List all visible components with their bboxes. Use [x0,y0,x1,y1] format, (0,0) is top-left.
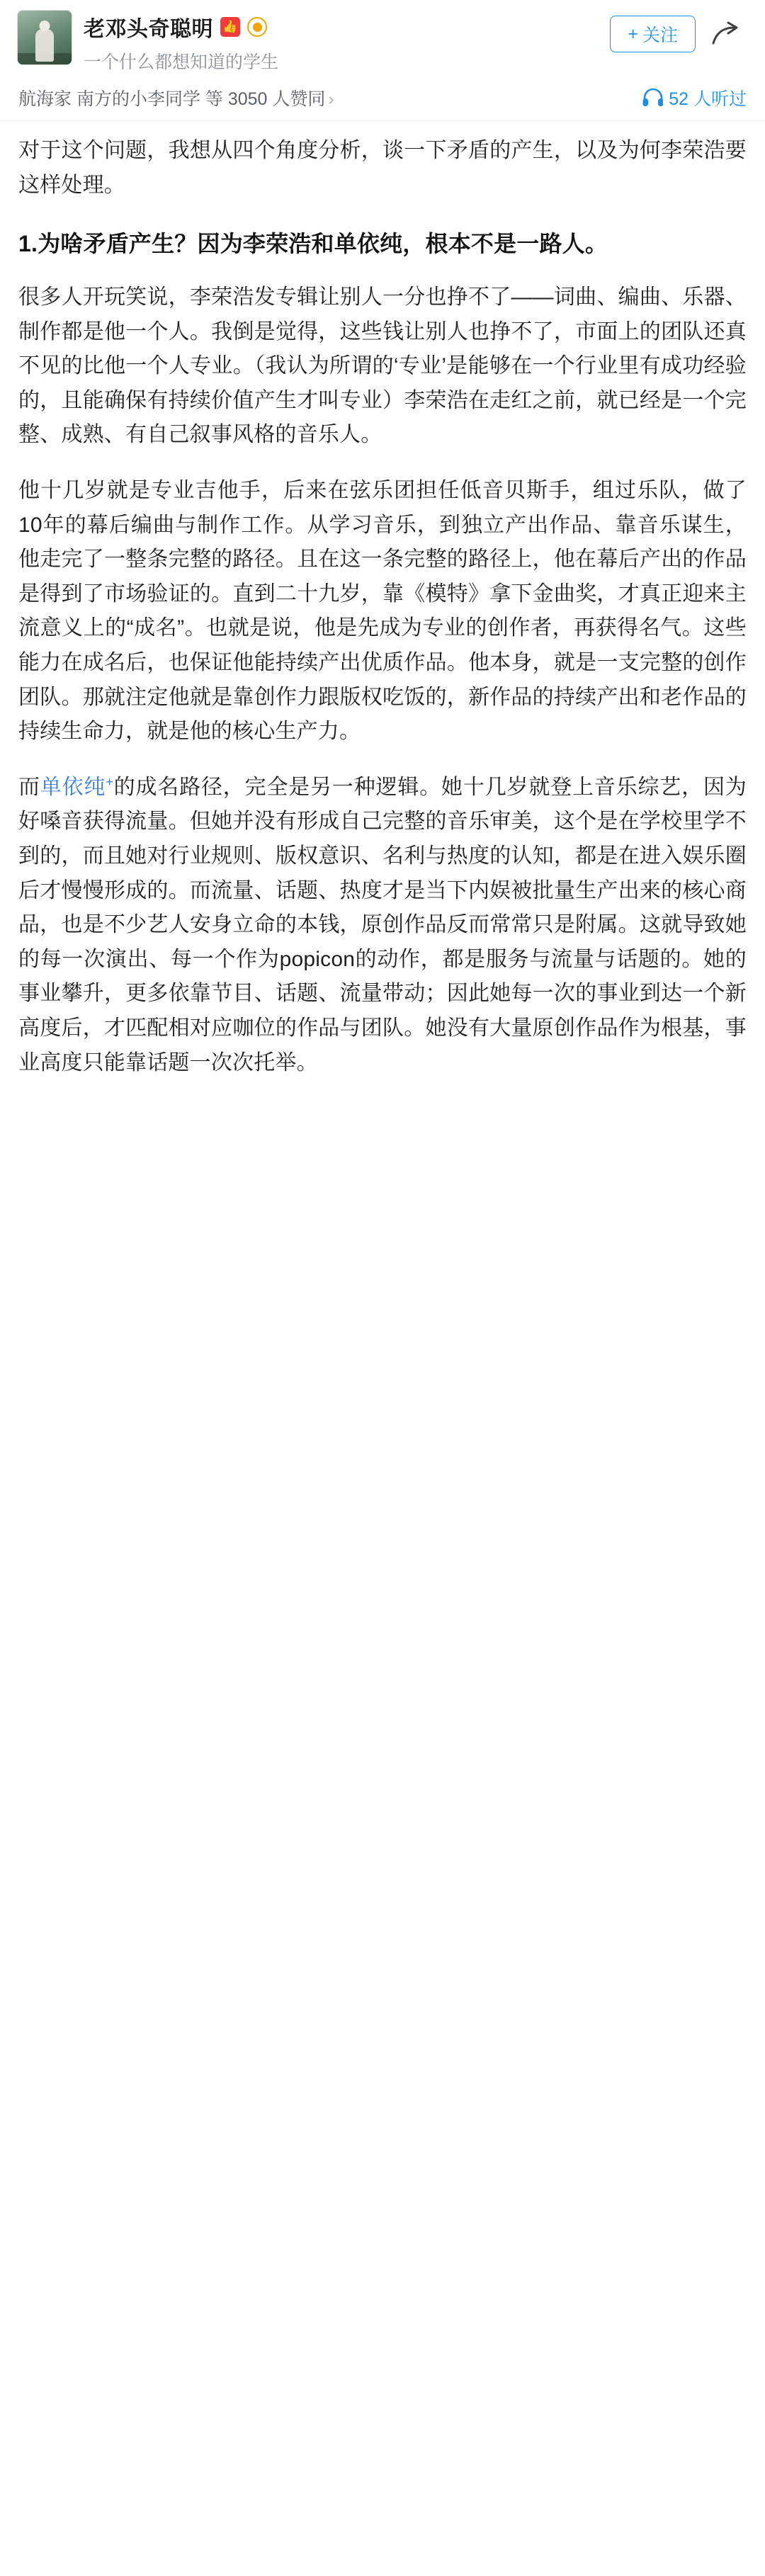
author-name-line [84,11,603,42]
paragraph-4-prefix: 而 [18,775,40,799]
plus-icon: + [628,23,638,44]
headphones-icon [642,88,663,108]
mention-plus-icon: + [106,774,114,789]
section-heading-1: 1.为啥矛盾产生？因为李荣浩和单依纯，根本不是一路人。 [18,231,608,257]
follow-button-label: 关注 [642,25,678,45]
author-name[interactable]: 老邓头奇聪明 [84,18,213,41]
follow-button[interactable] [610,16,696,52]
mention-link-shanyichun[interactable] [40,776,113,799]
share-arrow-icon[interactable] [711,21,742,50]
listen-count-button[interactable] [642,85,747,110]
thumbs-up-badge-icon: 👍 [220,17,240,37]
likers-text: 航海家 南方的小李同学 等 3050 人赞同 [18,89,326,109]
avatar-head [40,21,50,31]
likers-summary[interactable] [18,85,642,110]
paragraph-2: 很多人开玩笑说，李荣浩发专辑让别人一分也挣不了——词曲、编曲、乐器、制作都是他一个人。我倒是觉得，这些钱让别人也挣不了，市面上的团队还真不见的比他一个人专业。（我认为所谓的‘专业’是能够在一个行业里有成功经验的，且能确保有持续价值产生才叫专业）李荣浩在走红之前，就已经是一个完整、成熟、有自己叙事风格的音乐人。 [18,285,747,447]
stats-row [0,78,765,121]
avatar-figure [35,29,54,62]
avatar[interactable] [17,10,72,65]
paragraph-3: 他十几岁就是专业吉他手，后来在弦乐团担任低音贝斯手，组过乐队，做了10年的幕后编曲与制作工作。从学习音乐，到独立产出作品、靠音乐谋生，他走完了一整条完整的路径。且在这一条完整的路径上，他在幕后产出的作品是得到了市场验证的。直到二十九岁，靠《模特》拿下金曲奖，才真正迎来主流意义上的“成名”。也就是说，他是先成为专业的创作者，再获得名气。这些能力在成名后，也保证他能持续产出优质作品。他本身，就是一支完整的创作团队。那就注定他就是靠创作力跟版权吃饭的，新作品的持续产出和老作品的持续生命力，就是他的核心生产力。 [18,479,747,744]
author-header [0,0,765,78]
author-info [72,10,603,74]
paragraph-intro: 对于这个问题，我想从四个角度分析，谈一下矛盾的产生，以及为何李荣浩要这样处理。 [18,139,747,197]
chevron-right-icon: › [328,89,334,109]
paragraph-4-rest: 的成名路径，完全是另一种逻辑。她十几岁就登上音乐综艺，因为好嗓音获得流量。但她并没有形成自己完整的音乐审美，这个是在学校里学不到的，而且她对行业规则、版权意识、名利与热度的认知，都是在进入娱乐圈后才慢慢形成的。而流量、话题、热度才是当下内娱被批量生产出来的核心商品，也是不少艺人安身立命的本钱，原创作品反而常常只是附属。这就导致她的每一次演出、每一个作为popicon的动作，都是服务与流量与话题的。她的事业攀升，更多依靠节目、话题、流量带动；因此她每一次的事业到达一个新高度后，才匹配相对应咖位的作品与团队。她没有大量原创作品作为根基，事业高度只能靠话题一次次托举。 [18,775,747,1074]
author-description: 一个什么都想知道的学生 [84,52,279,72]
listen-count-label: 52 人听过 [669,89,747,109]
mention-link-label: 单依纯 [40,775,106,799]
paragraph-4 [18,771,747,1080]
article-body [0,121,765,1130]
verified-ring-icon [247,17,267,37]
